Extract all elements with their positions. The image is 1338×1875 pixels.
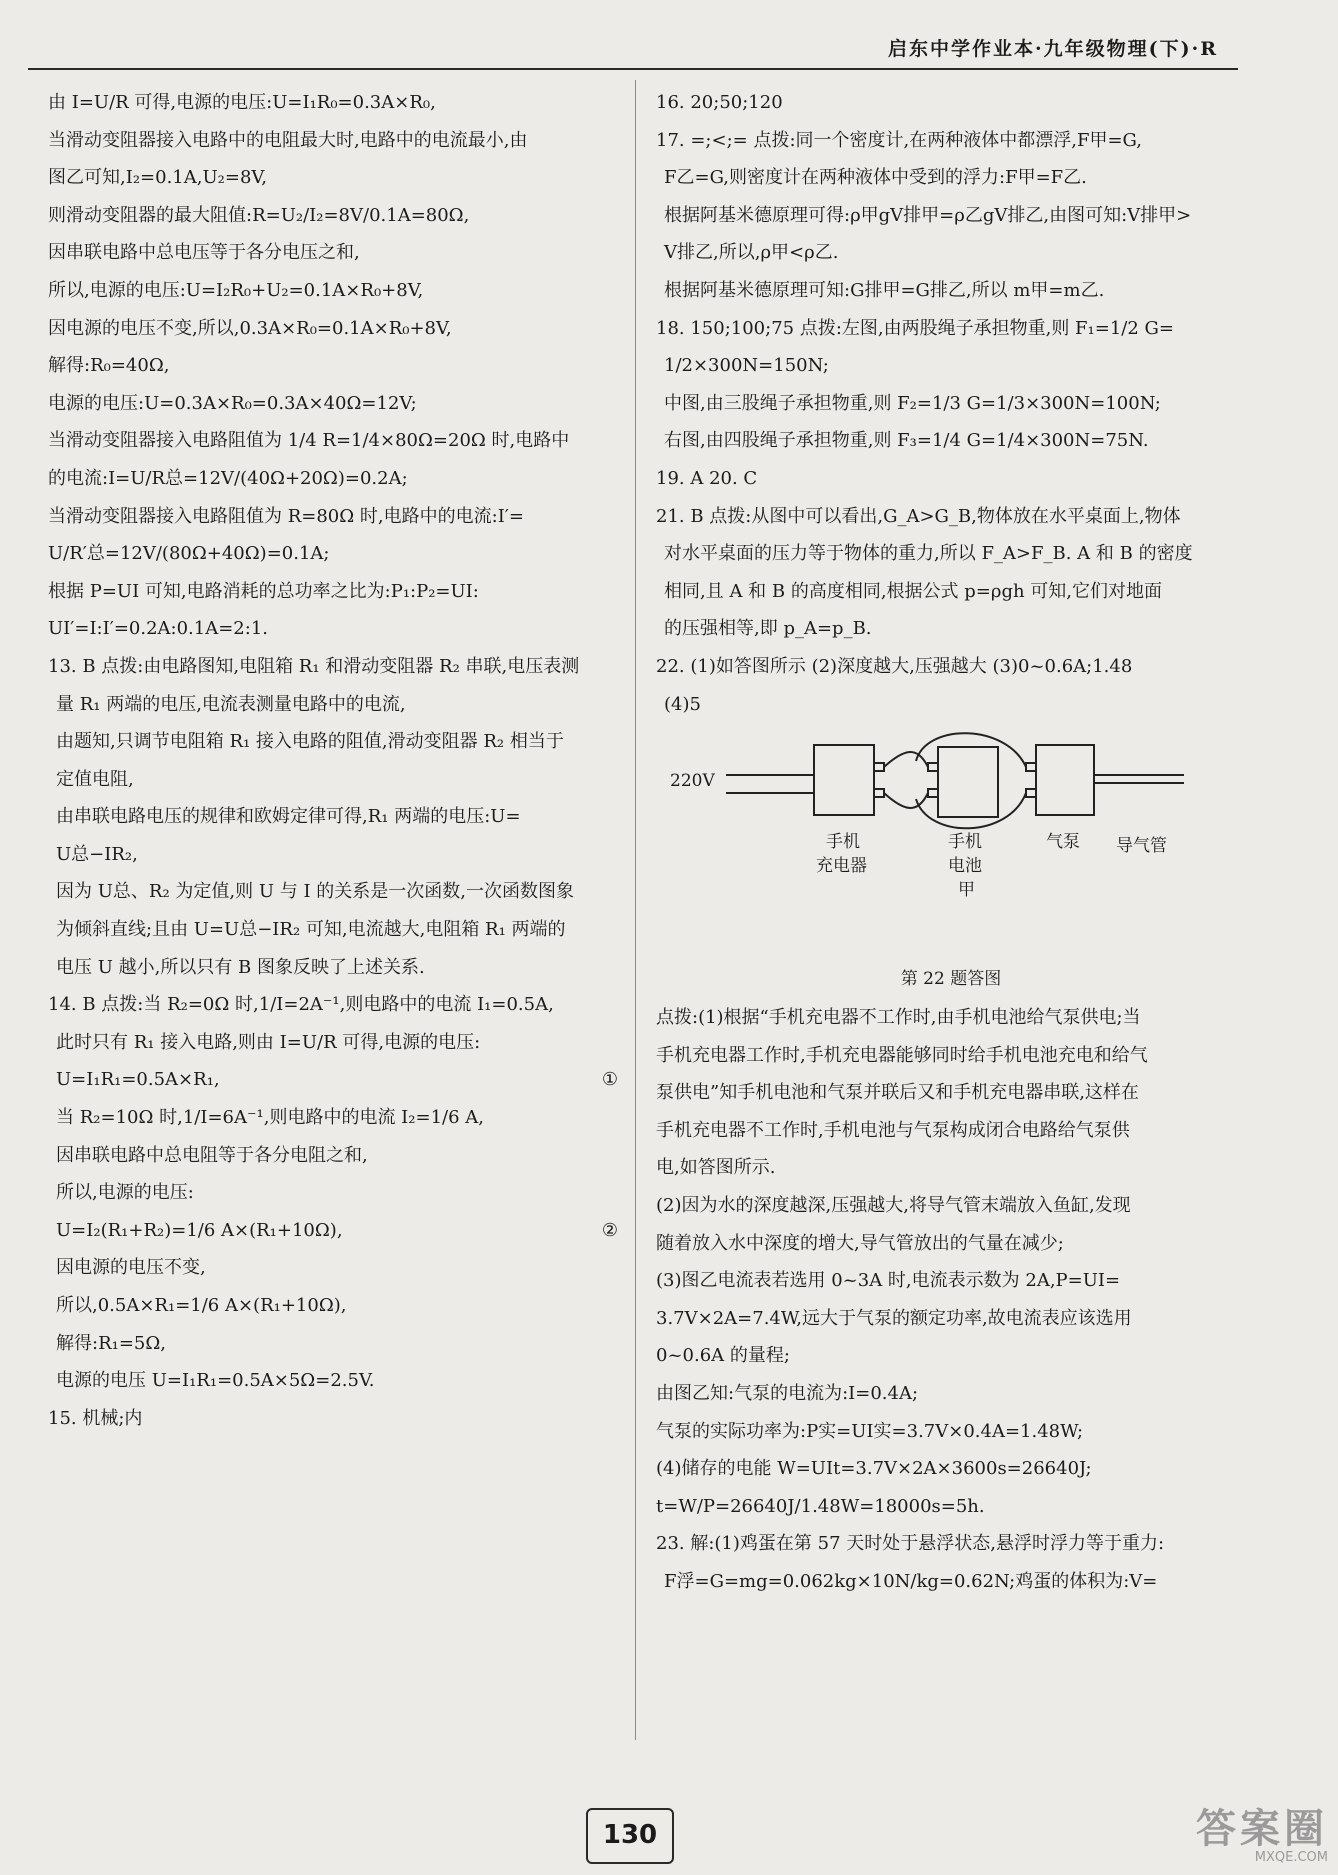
text-line: UI′=I:I′=0.2A:0.1A=2:1. (48, 618, 268, 640)
text-line: 的压强相等,即 p_A=p_B. (664, 618, 872, 640)
text-line: 量 R₁ 两端的电压,电流表测量电路中的电流, (56, 693, 406, 715)
equation-text: U=I₂(R₁+R₂)=1/6 A×(R₁+10Ω), (56, 1219, 343, 1241)
text-line: 泵供电”知手机电池和气泵并联后又和手机充电器串联,这样在 (656, 1082, 1139, 1104)
text-line: 当滑动变阻器接入电路阻值为 R=80Ω 时,电路中的电流:I′= (48, 505, 524, 527)
watermark-logo (1158, 1807, 1328, 1867)
text-line: 图乙可知,I₂=0.1A,U₂=8V, (48, 167, 267, 189)
plug (1026, 789, 1036, 797)
text-line: 因串联电路中总电压等于各分电压之和, (48, 242, 360, 264)
wire (884, 752, 928, 767)
pump-box (1036, 745, 1094, 815)
text-line: F浮=G=mg=0.062kg×10N/kg=0.62N;鸡蛋的体积为:V= (664, 1571, 1158, 1592)
charger-box (814, 745, 874, 815)
page-number: 130 (586, 1808, 674, 1864)
circuit-diagram (656, 727, 1216, 897)
text-line: 由串联电路电压的规律和欧姆定律可得,R₁ 两端的电压:U= (56, 806, 521, 828)
plug (874, 763, 884, 771)
wire (916, 733, 1026, 767)
text-line: 因串联电路中总电阻等于各分电阻之和, (56, 1144, 368, 1166)
text-line: 由 I=U/R 可得,电源的电压:U=I₁R₀=0.3A×R₀, (48, 92, 436, 113)
watermark-url: MXQE.COM (1254, 1850, 1328, 1865)
column-divider (635, 80, 636, 1740)
charger-label-line1: 手机 (826, 832, 860, 853)
text-line: (3)图乙电流表若选用 0~3A 时,电流表示数为 2A,P=UI= (656, 1270, 1121, 1292)
plug (928, 789, 938, 797)
text-line: 电压 U 越小,所以只有 B 图象反映了上述关系. (56, 956, 425, 978)
text-line: 所以,0.5A×R₁=1/6 A×(R₁+10Ω), (56, 1295, 347, 1316)
equation-1-line (48, 1061, 618, 1099)
battery-label-line3: 甲 (958, 880, 975, 901)
text-line: 则滑动变阻器的最大阻值:R=U₂/I₂=8V/0.1A=80Ω, (48, 204, 470, 226)
text-line: 定值电阻, (56, 768, 134, 790)
text-line: 随着放入水中深度的增大,导气管放出的气量在减少; (656, 1232, 1064, 1254)
text-line: (4)5 (664, 693, 701, 715)
text-line: 电,如答图所示. (656, 1157, 776, 1179)
question-22-line: 22. (1)如答图所示 (2)深度越大,压强越大 (3)0~0.6A;1.48 (656, 655, 1133, 677)
text-line: 3.7V×2A=7.4W,远大于气泵的额定功率,故电流表应该选用 (656, 1307, 1132, 1329)
text-line: 此时只有 R₁ 接入电路,则由 I=U/R 可得,电源的电压: (56, 1031, 481, 1053)
battery-label-line1: 手机 (948, 832, 982, 853)
text-line: (2)因为水的深度越深,压强越大,将导气管末端放入鱼缸,发现 (656, 1195, 1131, 1217)
question-17-line: 17. =;<;= 点拨:同一个密度计,在两种液体中都漂浮,F甲=G, (656, 129, 1142, 151)
question-18-line: 18. 150;100;75 点拨:左图,由两股绳子承担物重,则 F₁=1/2 G= (656, 317, 1174, 339)
text-line: U总−IR₂, (56, 843, 138, 865)
text-line: 由题知,只调节电阻箱 R₁ 接入电路的阻值,滑动变阻器 R₂ 相当于 (56, 731, 564, 753)
equation-marker-2: ② (601, 1219, 618, 1241)
equation-2-line (48, 1212, 618, 1250)
text-line: 解得:R₁=5Ω, (56, 1332, 167, 1354)
text-line: 相同,且 A 和 B 的高度相同,根据公式 p=ρgh 可知,它们对地面 (664, 580, 1163, 602)
text-line: (4)储存的电能 W=UIt=3.7V×2A×3600s=26640J; (656, 1458, 1092, 1480)
hint-line: 点拨:(1)根据“手机充电器不工作时,由手机电池给气泵供电;当 (656, 1007, 1141, 1029)
watermark-text: 答案圈 (1196, 1806, 1328, 1852)
text-line: 根据阿基米德原理可知:G排甲=G排乙,所以 m甲=m乙. (664, 279, 1105, 301)
text-line: 中图,由三股绳子承担物重,则 F₂=1/3 G=1/3×300N=100N; (664, 392, 1161, 414)
battery-label-line2: 电池 (948, 856, 982, 877)
text-line: 所以,电源的电压:U=I₂R₀+U₂=0.1A×R₀+8V, (48, 279, 424, 301)
text-line: 因电源的电压不变, (56, 1257, 206, 1279)
text-line: 为倾斜直线;且由 U=U总−IR₂ 可知,电流越大,电阻箱 R₁ 两端的 (56, 919, 566, 941)
text-line: 1/2×300N=150N; (664, 355, 829, 377)
wire (884, 793, 928, 808)
equation-text: U=I₁R₁=0.5A×R₁, (56, 1069, 220, 1091)
text-line: V排乙,所以,ρ甲<ρ乙. (664, 242, 839, 264)
text-line: 当滑动变阻器接入电路阻值为 1/4 R=1/4×80Ω=20Ω 时,电路中 (48, 430, 570, 452)
figure-caption: 第 22 题答图 (900, 969, 1002, 990)
pump-label: 气泵 (1046, 832, 1080, 853)
question-23-line: 23. 解:(1)鸡蛋在第 57 天时处于悬浮状态,悬浮时浮力等于重力: (656, 1533, 1165, 1555)
charger-label-line2: 充电器 (816, 856, 867, 877)
text-line: 当 R₂=10Ω 时,1/I=6A⁻¹,则电路中的电流 I₂=1/6 A, (56, 1107, 484, 1129)
text-line: 电源的电压 U=I₁R₁=0.5A×5Ω=2.5V. (56, 1370, 375, 1392)
question-14-line: 14. B 点拨:当 R₂=0Ω 时,1/I=2A⁻¹,则电路中的电流 I₁=0.5A, (48, 994, 554, 1016)
question-21-line: 21. B 点拨:从图中可以看出,G_A>G_B,物体放在水平桌面上,物体 (656, 505, 1181, 527)
text-line: 因为 U总、R₂ 为定值,则 U 与 I 的关系是一次函数,一次函数图象 (56, 881, 574, 903)
battery-box (938, 747, 998, 817)
plug (928, 763, 938, 771)
voltage-label: 220V (670, 771, 715, 792)
text-line: 对水平桌面的压力等于物体的重力,所以 F_A>F_B. A 和 B 的密度 (664, 543, 1193, 565)
page-header (28, 32, 1238, 70)
text-line: 0~0.6A 的量程; (656, 1345, 790, 1367)
plug (874, 789, 884, 797)
circuit-answer-figure (656, 727, 1216, 957)
text-line: 根据 P=UI 可知,电路消耗的总功率之比为:P₁:P₂=UI: (48, 580, 479, 602)
text-line: 解得:R₀=40Ω, (48, 355, 170, 377)
tube-label: 导气管 (1116, 836, 1167, 857)
text-line: 电源的电压:U=0.3A×R₀=0.3A×40Ω=12V; (48, 392, 417, 414)
text-line: 气泵的实际功率为:P实=UI实=3.7V×0.4A=1.48W; (656, 1420, 1084, 1442)
text-line: 手机充电器不工作时,手机电池与气泵构成闭合电路给气泵供 (656, 1119, 1130, 1141)
question-16-line: 16. 20;50;120 (656, 92, 783, 113)
text-line: 根据阿基米德原理可得:ρ甲gV排甲=ρ乙gV排乙,由图可知:V排甲> (664, 204, 1192, 226)
header-title: 启东中学作业本·九年级物理(下)·R (888, 38, 1218, 60)
text-line: 右图,由四股绳子承担物重,则 F₃=1/4 G=1/4×300N=75N. (664, 430, 1149, 452)
plug (1026, 763, 1036, 771)
text-line: 的电流:I=U/R总=12V/(40Ω+20Ω)=0.2A; (48, 467, 408, 489)
text-line: 因电源的电压不变,所以,0.3A×R₀=0.1A×R₀+8V, (48, 317, 452, 339)
text-line: 所以,电源的电压: (56, 1182, 194, 1204)
text-line: 当滑动变阻器接入电路中的电阻最大时,电路中的电流最小,由 (48, 129, 528, 151)
wire (916, 793, 1026, 828)
text-line: F乙=G,则密度计在两种液体中受到的浮力:F甲=F乙. (664, 167, 1087, 189)
text-line: 由图乙知:气泵的电流为:I=0.4A; (656, 1383, 919, 1405)
equation-marker-1: ① (601, 1069, 618, 1091)
text-line: 手机充电器工作时,手机充电器能够同时给手机电池充电和给气 (656, 1044, 1148, 1066)
question-19-20-line: 19. A 20. C (656, 467, 758, 489)
question-13-line: 13. B 点拨:由电路图知,电阻箱 R₁ 和滑动变阻器 R₂ 串联,电压表测 (48, 655, 580, 677)
text-line: U/R′总=12V/(80Ω+40Ω)=0.1A; (48, 543, 330, 565)
question-15-line: 15. 机械;内 (48, 1407, 143, 1429)
left-column (48, 84, 618, 1437)
text-line: t=W/P=26640J/1.48W=18000s=5h. (656, 1495, 985, 1517)
right-column (656, 84, 1246, 1601)
